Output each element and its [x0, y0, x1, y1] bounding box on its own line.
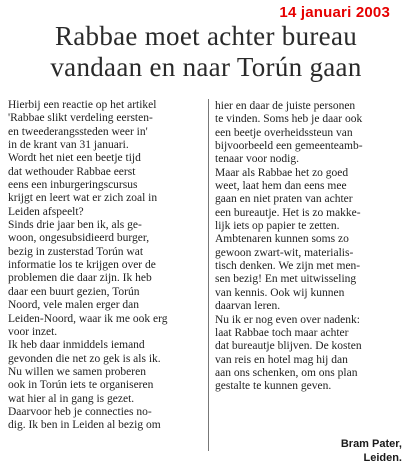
article-line: Nu willen we samen proberen — [8, 365, 146, 378]
article-line: tenaar voor nodig. — [215, 153, 299, 166]
article-line: Ambtenaren kunnen soms zo — [215, 233, 349, 246]
article-line: Hierbij een reactie op het artikel — [8, 99, 157, 111]
article-line: en tweederangssteden weer in' — [8, 125, 148, 138]
article-line: gewoon zwart-wit, materialis- — [215, 246, 354, 259]
article-line: problemen die daar zijn. Ik heb — [8, 272, 152, 285]
publication-date: 14 januari 2003 — [279, 4, 390, 21]
article-line: Noord, vele malen erger dan — [8, 299, 140, 312]
article-line: bijvoorbeeld een gemeenteamb- — [215, 140, 363, 153]
article-line: laat Rabbae toch maar achter — [215, 326, 349, 339]
article-line: Leiden afspeelt? — [8, 205, 84, 218]
article-line: dat bureautje blijven. De kosten — [215, 340, 362, 353]
author-name: Bram Pater, — [340, 438, 402, 450]
article-line: gestalte te kunnen geven. — [215, 380, 332, 393]
article-line: Leiden-Noord, waar ik me ook erg — [8, 312, 168, 325]
article-line: bezig in zusterstad Torún wat — [8, 245, 144, 258]
article-line: gaan en niet praten van achter — [215, 193, 353, 206]
article-line: dat wethouder Rabbae eerst — [8, 165, 136, 178]
article-column-left — [8, 99, 208, 433]
article-line: tisch denken. We zijn met men- — [215, 260, 361, 273]
article-line: krijgt en leert wat er zich zoal in — [8, 192, 158, 205]
article-line: daar een buurt gezien, Torún — [8, 285, 140, 298]
article-line: Daarvoor heb je connecties no- — [8, 405, 152, 418]
article-line: Wordt het niet een beetje tijd — [8, 152, 141, 165]
article-line: een beetje overheidssteun van — [215, 126, 353, 139]
article-line: Sinds drie jaar ben ik, als ge- — [8, 219, 142, 232]
article-line: 'Rabbae slikt verdeling eersten- — [8, 112, 153, 125]
article-line: van reis en hotel mag hij dan — [215, 353, 348, 366]
article-line: weet, laat hem dan eens mee — [215, 180, 347, 193]
article-line: voor inzet. — [8, 325, 58, 338]
article-line: Nu ik er nog even over nadenk: — [215, 313, 360, 326]
author-city: Leiden. — [363, 452, 402, 464]
article-line: Maar als Rabbae het zo goed — [215, 166, 349, 179]
article-line: een bureautje. Het is zo makke- — [215, 206, 361, 219]
article-line: ook in Torún iets te organiseren — [8, 379, 154, 392]
headline — [0, 21, 412, 83]
article-line: in de krant van 31 januari. — [8, 139, 129, 152]
article-line: van kennis. Ook wij kunnen — [215, 286, 345, 299]
article-line: eens een inburgeringscursus — [8, 179, 138, 192]
article-line: hier en daar de juiste personen — [215, 100, 356, 112]
headline-line-2: vandaan en naar Torún gaan — [50, 52, 362, 82]
article-line: woon, ongesubsidieerd burger, — [8, 232, 150, 245]
article-line: aan ons schenken, om ons plan — [215, 366, 358, 379]
article-line: gevonden die net zo gek is als ik. — [8, 352, 161, 365]
article-line: lijk iets op papier te zetten. — [215, 220, 340, 233]
article-line: wat hier al in gang is gezet. — [8, 392, 135, 405]
headline-line-1: Rabbae moet achter bureau — [54, 21, 358, 51]
article-line: dig. Ik ben in Leiden al bezig om — [8, 419, 161, 432]
article-line: Ik heb daar inmiddels iemand — [8, 339, 145, 352]
article-line: te vinden. Soms heb je daar ook — [215, 113, 363, 126]
article-line: daarvan leren. — [215, 300, 281, 313]
article-column-right — [215, 100, 407, 394]
column-divider — [208, 99, 209, 451]
article-line: sen bezig! En met uitwisseling — [215, 273, 357, 286]
article-line: informatie los te krijgen over de — [8, 259, 156, 272]
